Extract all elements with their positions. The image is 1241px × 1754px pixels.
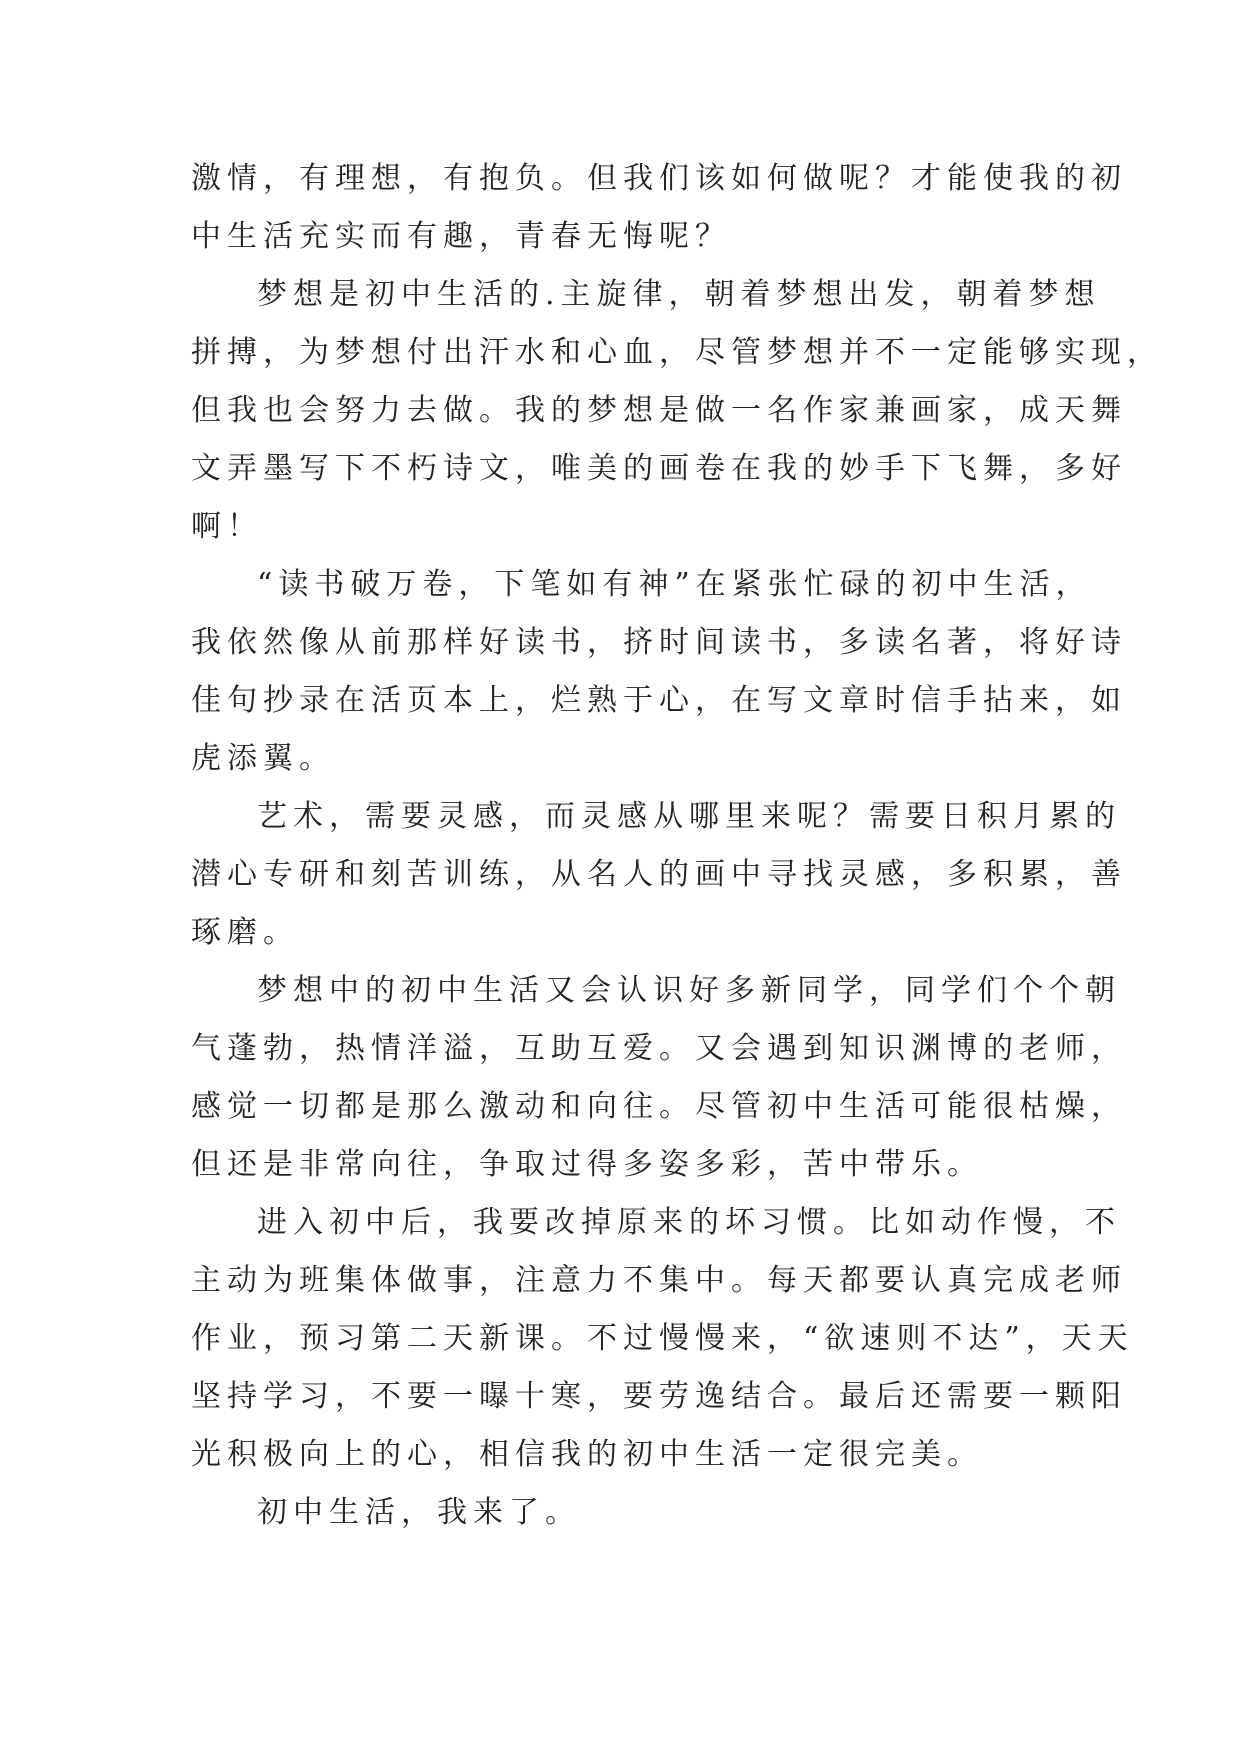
document-body bbox=[191, 160, 1163, 1552]
text-line: 激情，有理想，有抱负。但我们该如何做呢？才能使我的初 bbox=[191, 161, 1127, 196]
text-line: 气蓬勃，热情洋溢，互助互爱。又会遇到知识渊博的老师， bbox=[191, 1031, 1127, 1066]
text-line: 虎添翼。 bbox=[191, 741, 335, 776]
text-line: 文弄墨写下不朽诗文，唯美的画卷在我的妙手下飞舞，多好 bbox=[191, 451, 1127, 486]
text-line: 但还是非常向往，争取过得多姿多彩，苦中带乐。 bbox=[191, 1147, 983, 1182]
text-line: 感觉一切都是那么激动和向往。尽管初中生活可能很枯燥， bbox=[191, 1089, 1127, 1124]
text-line: 光积极向上的心，相信我的初中生活一定很完美。 bbox=[191, 1437, 983, 1472]
text-line: 坚持学习，不要一曝十寒，要劳逸结合。最后还需要一颗阳 bbox=[191, 1379, 1127, 1414]
text-line: 主动为班集体做事，注意力不集中。每天都要认真完成老师 bbox=[191, 1263, 1127, 1298]
paragraph-first-line: 初中生活，我来了。 bbox=[257, 1495, 581, 1530]
paragraph-first-line: 梦想是初中生活的.主旋律，朝着梦想出发，朝着梦想 bbox=[257, 277, 1101, 312]
paragraph-first-line: 进入初中后，我要改掉原来的坏习惯。比如动作慢，不 bbox=[257, 1205, 1121, 1240]
text-line: 但我也会努力去做。我的梦想是做一名作家兼画家，成天舞 bbox=[191, 393, 1127, 428]
text-line: 中生活充实而有趣，青春无悔呢？ bbox=[191, 219, 731, 254]
text-line: 琢磨。 bbox=[191, 915, 299, 950]
text-line: 啊！ bbox=[191, 509, 263, 544]
text-line: 拼搏，为梦想付出汗水和心血，尽管梦想并不一定能够实现， bbox=[191, 335, 1163, 370]
paragraph-first-line: 艺术，需要灵感，而灵感从哪里来呢？需要日积月累的 bbox=[257, 799, 1121, 834]
text-line: 我依然像从前那样好读书，挤时间读书，多读名著，将好诗 bbox=[191, 625, 1127, 660]
text-line: 佳句抄录在活页本上，烂熟于心，在写文章时信手拈来，如 bbox=[191, 683, 1127, 718]
text-line: 作业，预习第二天新课。不过慢慢来，“欲速则不达”，天天 bbox=[191, 1321, 1134, 1356]
paragraph-first-line: 梦想中的初中生活又会认识好多新同学，同学们个个朝 bbox=[257, 973, 1121, 1008]
text-line: 潜心专研和刻苦训练，从名人的画中寻找灵感，多积累，善 bbox=[191, 857, 1127, 892]
paragraph-first-line: “读书破万卷，下笔如有神”在紧张忙碌的初中生活， bbox=[257, 567, 1092, 602]
